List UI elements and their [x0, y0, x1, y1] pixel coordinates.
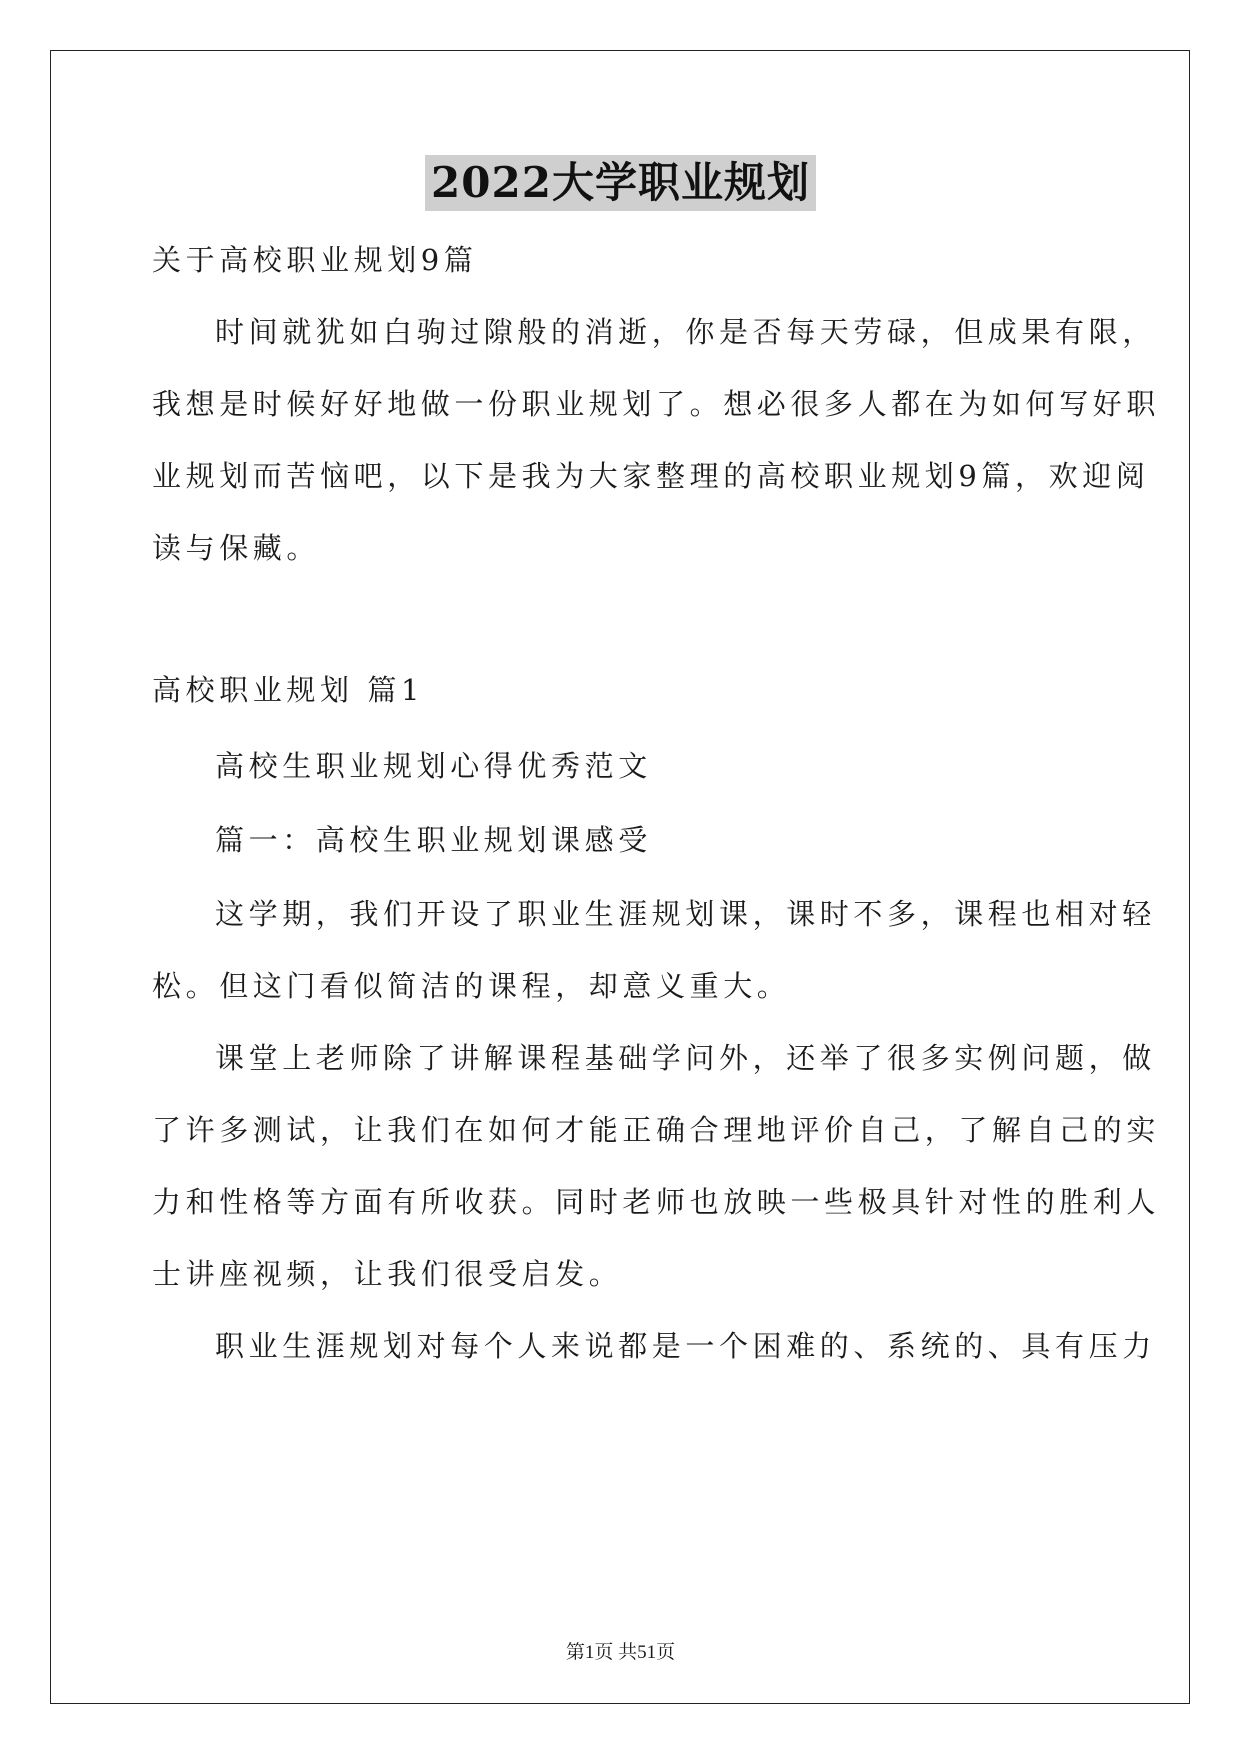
essay-title: 高校生职业规划心得优秀范文 — [215, 749, 652, 783]
paragraph-line: 课堂上老师除了讲解课程基础学问外，还举了很多实例问题，做 — [215, 1041, 1156, 1075]
intro-line: 时间就犹如白驹过隙般的消逝，你是否每天劳碌，但成果有限， — [215, 315, 1156, 349]
paragraph-line: 士讲座视频，让我们很受启发。 — [152, 1257, 623, 1291]
paragraph-line: 力和性格等方面有所收获。同时老师也放映一些极具针对性的胜利人 — [152, 1185, 1161, 1219]
paragraph-line: 这学期，我们开设了职业生涯规划课，课时不多，课程也相对轻 — [215, 897, 1156, 931]
intro-line: 读与保藏。 — [152, 531, 321, 565]
page-number: 第1页 共51页 — [565, 1642, 676, 1663]
page-border — [50, 50, 1190, 1704]
paragraph-line: 了许多测试，让我们在如何才能正确合理地评价自己，了解自己的实 — [152, 1113, 1161, 1147]
essay-subtitle: 篇一：高校生职业规划课感受 — [215, 823, 652, 857]
paragraph-line: 松。但这门看似简洁的课程，却意义重大。 — [152, 969, 791, 1003]
section-heading: 高校职业规划 篇1 — [152, 673, 425, 707]
document-title: 2022大学职业规划 — [425, 155, 816, 211]
document-subtitle: 关于高校职业规划9篇 — [152, 243, 478, 277]
intro-line: 我想是时候好好地做一份职业规划了。想必很多人都在为如何写好职 — [152, 387, 1161, 421]
intro-line: 业规划而苦恼吧，以下是我为大家整理的高校职业规划9篇，欢迎阅 — [152, 459, 1150, 493]
title-block — [0, 155, 1241, 211]
paragraph-line: 职业生涯规划对每个人来说都是一个困难的、系统的、具有压力 — [215, 1329, 1156, 1363]
